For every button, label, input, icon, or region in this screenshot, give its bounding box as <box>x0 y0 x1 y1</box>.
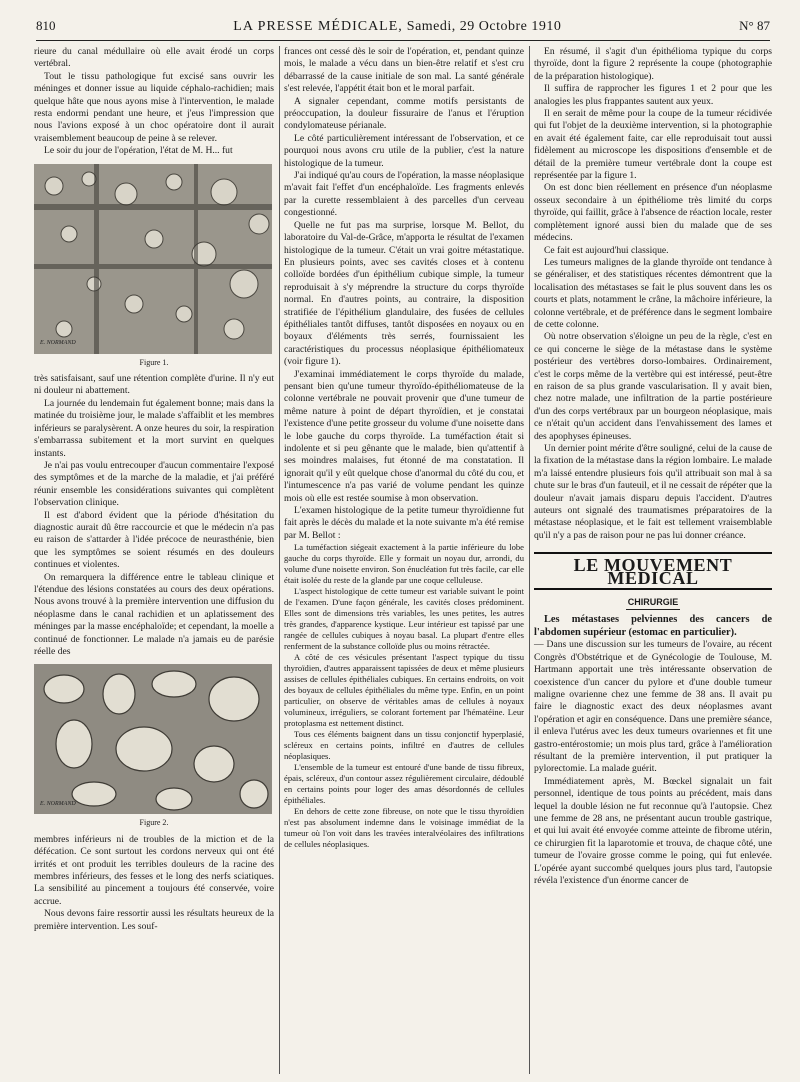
paragraph: Ce fait est aujourd'hui classique. <box>544 244 669 256</box>
page-number: 810 <box>36 18 56 33</box>
figure-signature: E. NORMAND <box>40 340 76 347</box>
paragraph: L'examen histologique de la petite tumeur thyroïdienne fut fait après le décès du malade et la note suivante m'a été remise par M. Bellot : <box>284 505 524 541</box>
paragraph: A signaler cependant, comme motifs persistants de préoccupation, la douleur fissuraire de l'anus et l'éruption condylomateuse périanale. <box>284 95 524 132</box>
paragraph: Tout le tissu pathologique fut excisé sans ouvrir les méninges et donner issue au liquide céphalo-rachidien; mais quelque hâte que nous ayons mise à l'intervention, le malade resta endormi pendant une heure, et j'eus l'impression que nous l'avions exposé à un choc opératoire dont il aurait vraisemblement beaucoup de peine à se relever. <box>34 70 274 144</box>
paragraph: frances ont cessé dès le soir de l'opération, et, pendant quinze mois, le malade a vécu dans un bien-être relatif et s'est cru débarrassé de la cause initiale de son mal. La santé générale s'est relevée, l'appétit était bon et le moral parfait. <box>284 46 524 95</box>
paragraph: On remarquera la différence entre le tableau clinique et l'étendue des lésions constatées au cours des deux opérations. Nous avons trouvé à la première intervention une diffusion du néoplasme dans le canal rachidien et un aplatissement des méninges par la masse encéphaloïde; et cependant, la moelle a continué de fonctionner. Le malade n'a jamais eu de parésie réelle des <box>34 571 274 657</box>
section-subhead <box>534 596 772 610</box>
column-2 <box>284 46 524 850</box>
page-header <box>36 18 770 41</box>
paragraph: Où notre observation s'éloigne un peu de la règle, c'est en ce qui concerne le siège de la métastase dans le système postérieur des vertèbres dorso-lombaires. Ordinairement, c'est le corps même de la vertèbre qui est intéressé, peut-être en raison de sa plus grande vascularisation. Il y avait bien, chez notre malade, une infiltration de la partie postérieure d'un des corps vertébraux par un bourgeon néoplasique, mais ce n'était qu'un accident dans l'envahissement des lames et des apophyses épineuses. <box>534 331 772 442</box>
subhead-label: CHIRURGIE <box>626 596 681 610</box>
quoted-note: A côté de ces vésicules présentant l'aspect typique du tissu thyroïdien, d'autres apparaissent tapissées de deux et même plusieurs assises de cellules épithéliales cubiques. En certains endroits, on voit des boyaux de cellules épithéliales du même type. Enfin, en un point particulier, on observe de véritables amas de cellules à noyaux volumineux, irréguliers, se colorant fortement par l'hématéine. Leur protoplasma est nettement distinct. <box>284 652 524 729</box>
paragraph: En résumé, il s'agit d'un épithélioma typique du corps thyroïde, dont la figure 2 représente la coupe (photographie de la préparation histologique). <box>534 46 772 82</box>
paragraph: Il est d'abord évident que la période d'hésitation du diagnostic aurait dû être raccourcie et que le médecin n'a pas eu raison de s'attarder à l'idée précoce de neurasthénie, bien que les symptômes se soient résumés en des douleurs continues et violentes. <box>34 509 274 571</box>
figure-caption: Figure 2. <box>139 818 169 828</box>
paragraph: Il en serait de même pour la coupe de la tumeur récidivée qui fut l'objet de la deuxième intervention, si la photographie en avait été également faite, car elle reproduisait tout aussi fidèlement au microscope les dispositions d'ensemble et de détail de la première tumeur vertébrale dont la coupe est représentée par la figure 1. <box>534 108 772 182</box>
figure-signature: E. NORMAND <box>40 801 76 807</box>
issue-date: Samedi, 29 Octobre 1910 <box>406 19 562 34</box>
paragraph: On est donc bien réellement en présence d'un néoplasme osseux secondaire à un épithéliome très limité du corps thyroïde, qui faillit, grâce à l'absence de réaction locale, rester complètement ignoré aussi bien du malade que de ses médecins. <box>534 182 772 244</box>
paragraph: Un dernier point mérite d'être souligné, celui de la cause de la fixation de la métastase dans la région lombaire. Le malade m'a laissé entendre plusieurs fois qu'il attribuait son mal à sa chute sur le bras d'un fauteuil, et il ne cessait de répéter que la douleur n'avait jamais disparu depuis l'accident. D'autres auteurs ont signalé des traumatismes préparatoires de la métastase néoplasique, et le fait est tellement vraisemblable qu'il n'y a pas de raison pour ne pas lui donner créance. <box>534 443 772 541</box>
quoted-note: L'ensemble de la tumeur est entouré d'une bande de tissu fibreux, épais, scléreux, d'un contour assez régulièrement circulaire, dédoublé en certains points pour loger des amas désordonnés de cellules épithéliales. <box>284 762 524 806</box>
issue-number: N° 87 <box>739 18 770 33</box>
paragraph: Les tumeurs malignes de la glande thyroïde ont tendance à se généraliser, et des statistiques récentes démontrent que la localisation des métastases se fait le plus souvent dans les os courts et plats, notamment le crâne, la mâchoire inférieure, la colonne vertébrale, et de préférence dans le segment lombaire de cette colonne. <box>534 256 772 330</box>
column-3 <box>534 46 772 887</box>
paragraph: Il suffira de rapprocher les figures 1 et 2 pour que les analogies les plus frappantes sautent aux yeux. <box>534 83 772 107</box>
figure-caption: Figure 1. <box>139 357 169 367</box>
paragraph: très satisfaisant, sauf une rétention complète d'urine. Il n'y eut ni douleur ni abattement. <box>34 373 274 397</box>
figure-1 <box>34 164 274 369</box>
section-title: LE MOUVEMENT MÉDICAL <box>534 552 772 590</box>
paragraph: J'examinai immédiatement le corps thyroïde du malade, pensant bien qu'une tumeur thyroïdo-épithéliomateuse de la colonne vertébrale ne pouvait provenir que d'une tumeur de même nature à point de départ thyroïdien, et je constatai l'existence d'une petite grosseur du volume d'une noisette dans le lobe gauche du corps thyroïde. La tuméfaction était si indolente et si peu gênante que le malade, bien qu'attentif à ses moindres malaises, fut étonné de ma constatation. Il ignorait qu'il y eût quelque chose d'anormal du côté du cou, et l'intumescence n'a pas varié de volume pendant les quinze mois où elle est restée soumise à mon observation. <box>284 368 524 504</box>
paragraph: Immédiatement après, M. Bœckel signalait un fait personnel, identique de tous points au précédent, mais dans lequel la double lésion ne fut reconnue qu'à l'autopsie. Chez une femme de 28 ans, ne présentant aucun trouble gastrique, et qui lui avait été envoyée comme atteinte de fibrome utérin, ce chirurgien fit la laparotomie et trouva, de chaque côté, une tumeur de l'ovaire grosse comme le poing, qui fut enlevée. L'opérée ayant succombé quelques jours plus tard, l'autopsie révéla l'existence d'un énorme cancer de <box>534 775 772 886</box>
paragraph: Le côté particulièrement intéressant de l'observation, et ce pourquoi nous avons cru utile de la publier, c'est la nature histologique de la tumeur. <box>284 132 524 169</box>
quoted-note: Tous ces éléments baignent dans un tissu conjonctif hyperplasié, scléreux en certains points, infiltré en d'autres de cellules néoplasiques. <box>284 729 524 762</box>
paragraph: La journée du lendemain fut également bonne; mais dans la matinée du troisième jour, le malade s'affaiblit et les membres inférieurs se paralysèrent. A onze heures du soir, la respiration s'embarrassa subitement et la mort survint en quelques instants. <box>34 397 274 459</box>
journal-masthead <box>233 19 561 35</box>
micrograph-image <box>34 164 272 354</box>
column-divider <box>529 46 530 1074</box>
column-divider <box>279 46 280 1074</box>
paragraph: Nous devons faire ressortir aussi les résultats heureux de la première intervention. Les souf- <box>34 908 274 932</box>
paragraph: membres inférieurs ni de troubles de la miction et de la défécation. Ce sont surtout les cordons nerveux qui ont été irrités et ont produit les terribles douleurs de la racine des membres inférieurs, des fesses et le long des nerfs sciatiques. La sensibilité au pincement a toujours été conservée, voire accrue. <box>34 833 274 907</box>
quoted-note: La tuméfaction siégeait exactement à la partie inférieure du lobe gauche du corps thyroïde. Elle y formait un noyau dur, arrondi, du volume d'une noisette environ. Son énucléation fut très facile, car elle était isolée du reste de la glande par une coque celluleuse. <box>284 542 524 586</box>
journal-title: LA PRESSE MÉDICALE, <box>233 19 403 34</box>
quoted-note: L'aspect histologique de cette tumeur est variable suivant le point de l'examen. D'une façon générale, les cavités closes prédominent. Elles sont de dimensions très variables, les unes petites, les autres très grandes, d'apparence kystique. Leur intérieur est tapissé par une rangée de cellules cubiques à noyau basal. La plupart d'entre elles renferment de la substance colloïde plus ou moins rétractée. <box>284 586 524 652</box>
article-title: Les métastases pelviennes des cancers de l'abdomen supérieur (estomac en particulier). <box>534 614 772 638</box>
quoted-note: En dehors de cette zone fibreuse, on note que le tissu thyroïdien n'est pas absolument indemne dans le voisinage immédiat de la tumeur où l'on voit dans les travées interalvéolaires des infiltrations de cellules néoplasiques. <box>284 806 524 850</box>
paragraph: Quelle ne fut pas ma surprise, lorsque M. Bellot, du laboratoire du Val-de-Grâce, m'apporta le résultat de l'examen histologique de la tumeur. C'était un vrai goitre métastatique. En plusieurs points, avec ses cavités closes et à contenu colloïde bordées d'un épithélium cubique simple, la tumeur reproduisait à s'y méprendre la structure du corps thyroïde normal. En d'autres points, au contraire, la disposition stratifiée de l'épithélium glandulaire, des fusées de cellules épithéliales tantôt diffuses, tantôt disposées en noyaux ou en boyaux d'éléments très serrés, fournissaient les caractéristiques du processus néoplasique épithéliomateux (voir figure 1). <box>284 219 524 368</box>
paragraph: Le soir du jour de l'opération, l'état de M. H... fut <box>44 145 233 157</box>
paragraph: — Dans une discussion sur les tumeurs de l'ovaire, au récent Congrès d'Obstétrique et de Gynécologie de Toulouse, M. Hartmann apportait une très intéressante observation de coexistence d'un cancer du pylore et d'une double tumeur maligne ovarienne chez une femme de 38 ans. Il avait pu faire le diagnostic exact des deux néoplasmes avant l'opération et agir en conséquence. Dans une première séance, il enleva l'utérus avec les deux tumeurs ovariennes et fit une gastro-entérostomie; un mois plus tard, grâce à l'amélioration résultant de la première intervention, il put pratiquer la pylorectomie. La malade guérit. <box>534 639 772 775</box>
figure-2 <box>34 664 274 829</box>
micrograph-image <box>34 664 272 814</box>
paragraph: Je n'ai pas voulu entrecouper d'aucun commentaire l'exposé des symptômes et de la marche de la maladie, et j'ai préféré réunir ensemble les considérations suivantes qui complètent l'observation clinique. <box>34 459 274 509</box>
column-1 <box>34 46 274 933</box>
paragraph: J'ai indiqué qu'au cours de l'opération, la masse néoplasique m'avait fait l'effet d'un encéphaloïde. Les fragments enlevés par la curette ressemblaient à des parcelles d'un cerveau congestionné. <box>284 170 524 219</box>
paragraph: rieure du canal médullaire où elle avait érodé un corps vertébral. <box>34 46 274 70</box>
